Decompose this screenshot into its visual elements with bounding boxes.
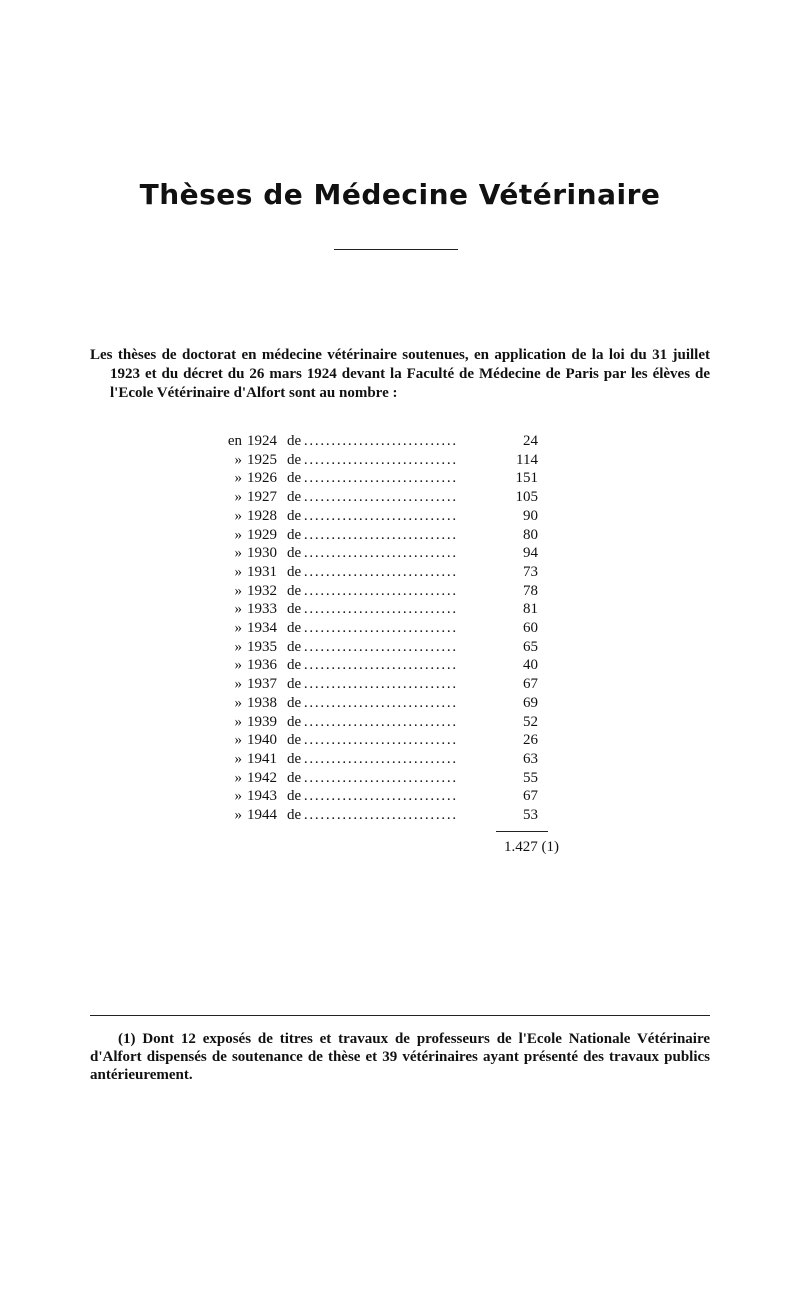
table-row [0,469,800,488]
row-year: 1936 [247,657,277,674]
row-prefix: » [234,582,242,599]
row-de-label: de . . . [287,563,457,582]
table-row [0,544,800,563]
row-value: 65 [523,638,538,655]
table-row [0,787,800,806]
row-prefix: » [234,507,242,524]
row-de-label: de . . . [287,806,457,825]
table-row [0,806,800,825]
row-year: 1943 [247,788,277,805]
total-value: 1.427 (1) [504,839,559,855]
row-prefix: » [234,769,242,786]
row-de-label: de . . . [287,787,457,806]
row-de-label: de . . . [287,713,457,732]
table-row [0,656,800,675]
table-row [0,713,800,732]
row-value: 114 [516,451,538,468]
row-value: 55 [523,769,538,786]
row-year: 1941 [247,750,277,767]
row-prefix: » [234,676,242,693]
row-value: 63 [523,750,538,767]
total-divider [496,831,548,832]
row-value: 67 [523,788,538,805]
row-year: 1930 [247,545,277,562]
row-de-label: de . . . [287,488,457,507]
row-year: 1928 [247,507,277,524]
row-de-label: de . . . [287,769,457,788]
table-row [0,432,800,451]
row-year: 1925 [247,451,277,468]
page-title: Thèses de Médecine Vétérinaire [139,178,661,211]
row-year: 1934 [247,620,277,636]
row-year: 1926 [247,470,277,487]
row-prefix: » [234,788,242,805]
row-prefix: » [234,563,242,580]
row-prefix: » [234,750,242,767]
row-de-label: de . . . [287,675,457,694]
row-de-label: de . . . [287,544,457,563]
table-row [0,451,800,470]
row-de-label: de . . . [287,750,457,769]
row-value: 81 [523,601,538,618]
table-row [0,638,800,657]
row-value: 151 [515,470,538,487]
row-value: 78 [523,582,538,599]
row-de-label: de . . . [287,694,457,713]
row-value: 40 [523,657,538,674]
row-year: 1940 [247,732,277,749]
row-prefix: » [234,489,242,506]
row-de-label: de . . . [287,638,457,657]
row-prefix: » [234,451,242,468]
row-year: 1929 [247,526,277,543]
row-prefix: » [234,807,242,823]
row-value: 67 [523,676,538,693]
row-prefix: » [234,657,242,674]
row-de-label: de . . . [287,507,457,526]
row-prefix: » [234,545,242,562]
row-value: 24 [523,433,538,449]
row-prefix: » [234,470,242,487]
row-de-label: de . . . [287,731,457,750]
row-value: 73 [523,563,538,580]
row-de-label: de . . . [287,656,457,675]
table-row [0,619,800,638]
row-prefix: » [234,601,242,618]
intro-paragraph: Les thèses de doctorat en médecine vétérinaire soutenues, en application de la loi du 31 juillet 1923 et du décret du 26 mars 1924 devant la Faculté de Médecine de Paris par les élèves de l'Ecole Vétérinaire d'Alfort sont au nombre : [90,347,710,401]
row-value: 105 [515,489,538,506]
row-prefix: » [234,694,242,711]
table-row [0,507,800,526]
row-value: 53 [523,807,538,823]
row-prefix: » [234,526,242,543]
row-year: 1939 [247,713,277,730]
row-de-label: de . . . [287,469,457,488]
title-divider [334,249,458,250]
row-de-label: de . . . [287,526,457,545]
row-de-label: de . . . [287,451,457,470]
row-year: 1931 [247,563,277,580]
footnote-divider [90,1015,710,1016]
row-prefix: » [234,638,242,655]
table-row [0,750,800,769]
row-prefix: en [227,433,242,449]
table-row [0,563,800,582]
row-de-label: de . . . [287,600,457,619]
table-row [0,582,800,601]
row-year: 1935 [247,638,277,655]
row-value: 90 [523,507,538,524]
row-year: 1924 [247,433,277,449]
row-de-label: de . . . [287,582,457,601]
row-value: 26 [523,732,538,749]
row-prefix: » [234,713,242,730]
row-year: 1938 [247,694,277,711]
row-de-label: de . . . [287,619,457,638]
footnote: (1) Dont 12 exposés de titres et travaux de professeurs de l'Ecole Nationale Vétérinaire d'Alfort dispensés de soutenance de thèse et 39 vétérinaires ayant présenté des travaux publics antérieurement. [90,1031,710,1083]
table-row [0,675,800,694]
row-year: 1944 [247,807,277,823]
row-year: 1932 [247,582,277,599]
row-prefix: » [234,732,242,749]
row-value: 60 [523,620,538,636]
row-year: 1942 [247,769,277,786]
row-value: 94 [523,545,538,562]
row-year: 1933 [247,601,277,618]
table-row [0,600,800,619]
row-value: 69 [523,694,538,711]
row-value: 52 [523,713,538,730]
table-row [0,526,800,545]
row-year: 1937 [247,676,277,693]
row-value: 80 [523,526,538,543]
row-year: 1927 [247,489,277,506]
row-de-label: de . . . [287,432,457,451]
table-row [0,488,800,507]
table-row [0,731,800,750]
table-row [0,769,800,788]
row-prefix: » [234,620,242,636]
table-row [0,694,800,713]
